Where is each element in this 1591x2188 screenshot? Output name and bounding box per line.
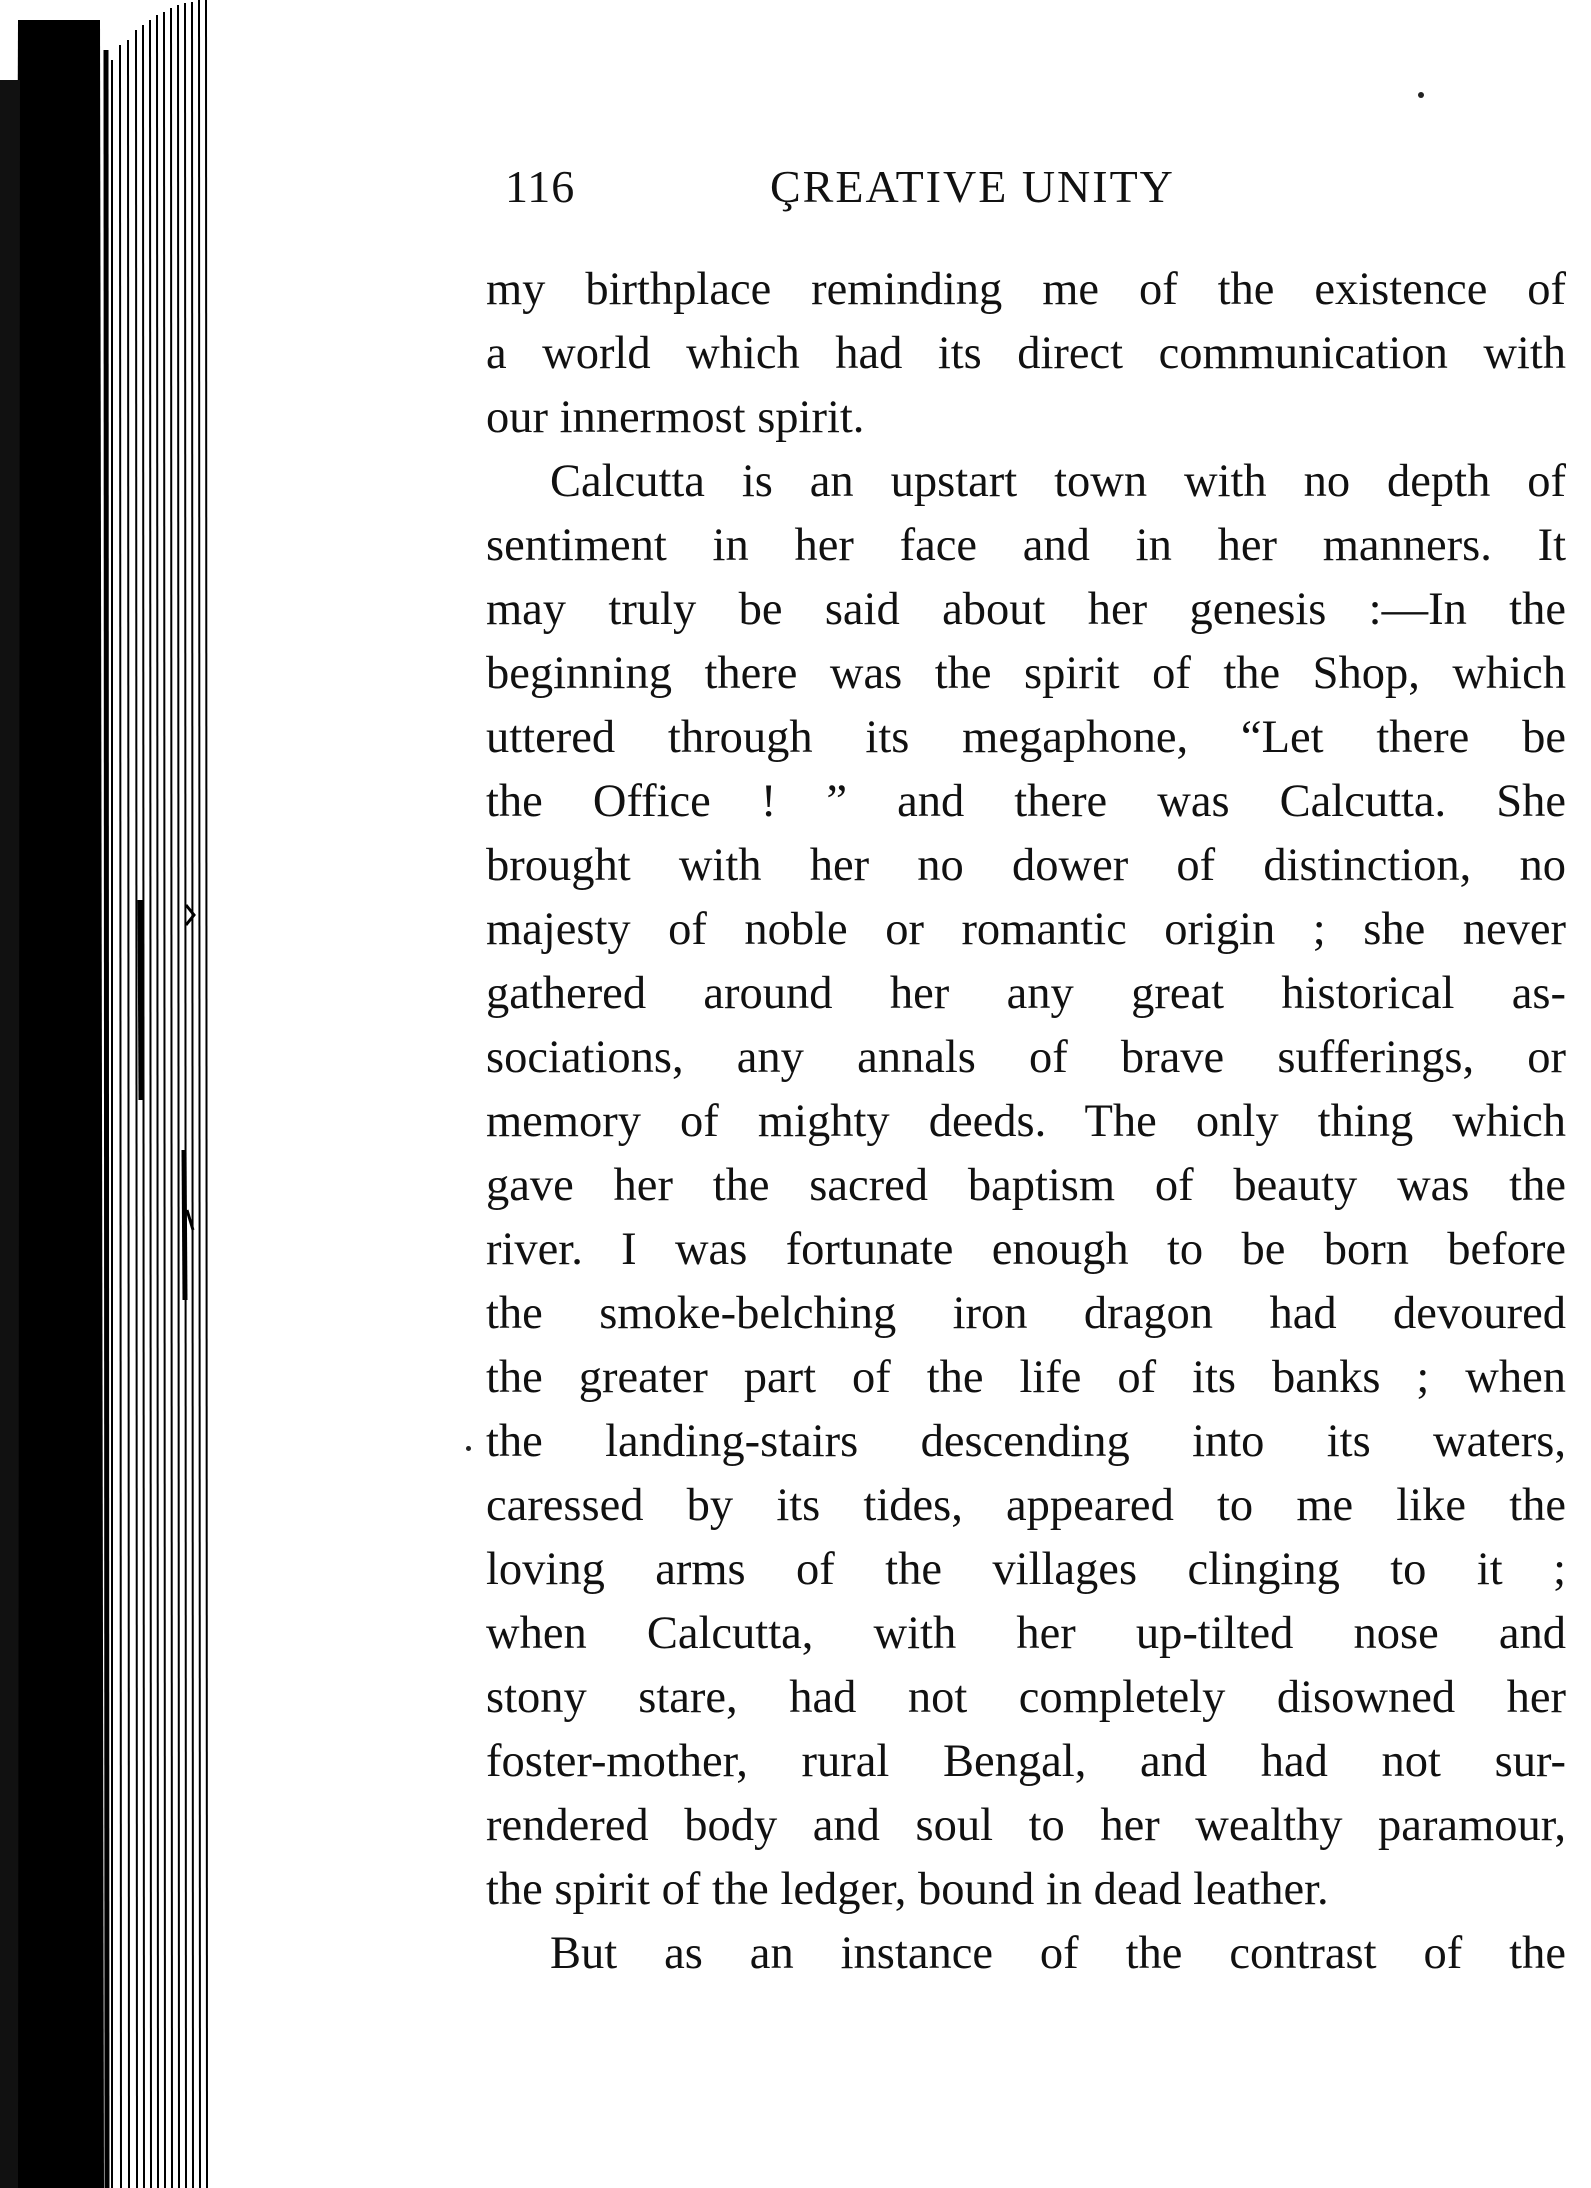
text-line: rendered body and soul to her wealthy paramour, xyxy=(486,1800,1566,1851)
body-text xyxy=(486,258,1566,1986)
text-line: our innermost spirit. xyxy=(486,392,865,443)
text-line: Calcutta is an upstart town with no depth of xyxy=(550,456,1566,507)
scan-speck xyxy=(466,1446,471,1451)
scan-speck xyxy=(1418,92,1424,98)
text-line: sociations, any annals of brave sufferings, or xyxy=(486,1032,1566,1083)
text-line: river. I was fortunate enough to be born before xyxy=(486,1224,1566,1275)
text-line: brought with her no dower of distinction, no xyxy=(486,840,1566,891)
text-line: stony stare, had not completely disowned her xyxy=(486,1672,1566,1723)
text-line: the Office ! ” and there was Calcutta. She xyxy=(486,776,1566,827)
text-line: loving arms of the villages clinging to it ; xyxy=(486,1544,1566,1595)
text-line: beginning there was the spirit of the Shop, which xyxy=(486,648,1566,699)
text-line: caressed by its tides, appeared to me like the xyxy=(486,1480,1566,1531)
page-edge-stack xyxy=(0,0,215,2188)
text-line: gave her the sacred baptism of beauty was the xyxy=(486,1160,1566,1211)
running-head xyxy=(505,160,1540,220)
text-line: uttered through its megaphone, “Let there be xyxy=(486,712,1566,763)
text-line: the greater part of the life of its banks ; when xyxy=(486,1352,1566,1403)
text-line: the landing-stairs descending into its waters, xyxy=(486,1416,1566,1467)
text-line: my birthplace reminding me of the existence of xyxy=(486,264,1566,315)
text-line: foster-mother, rural Bengal, and had not sur- xyxy=(486,1736,1566,1787)
page-edge-graphic xyxy=(0,0,215,2188)
text-line: memory of mighty deeds. The only thing which xyxy=(486,1096,1566,1147)
running-title: ÇREATIVE UNITY xyxy=(770,161,1175,212)
text-line: the smoke-belching iron dragon had devoured xyxy=(486,1288,1566,1339)
text-line: when Calcutta, with her up-tilted nose and xyxy=(486,1608,1566,1659)
text-line: majesty of noble or romantic origin ; she never xyxy=(486,904,1566,955)
page-number: 116 xyxy=(505,161,576,212)
text-line: gathered around her any great historical as- xyxy=(486,968,1566,1019)
text-line: a world which had its direct communication with xyxy=(486,328,1566,379)
text-line: may truly be said about her genesis :—In the xyxy=(486,584,1566,635)
text-line: sentiment in her face and in her manners. It xyxy=(486,520,1566,571)
text-line: the spirit of the ledger, bound in dead leather. xyxy=(486,1864,1329,1915)
text-line: But as an instance of the contrast of the xyxy=(550,1928,1566,1979)
